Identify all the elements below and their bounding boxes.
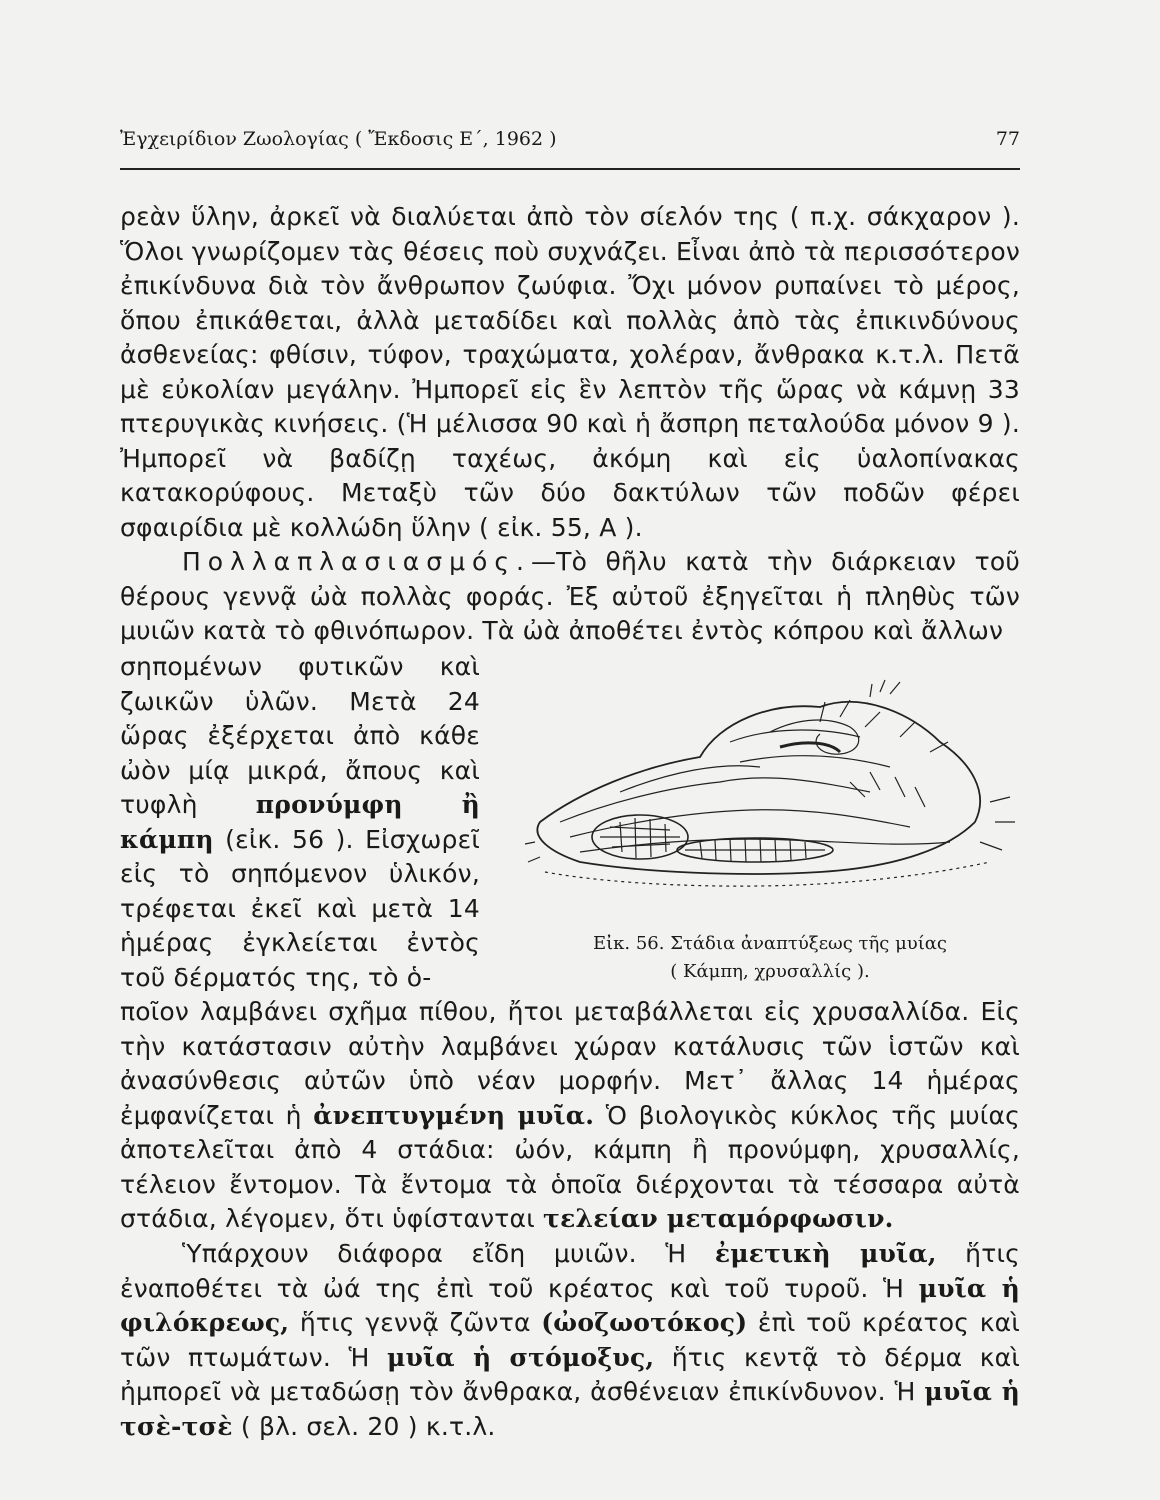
page-number: 77	[995, 128, 1020, 150]
paragraph-text: ρεὰν ὕλην, ἀρκεῖ νὰ διαλύεται ἀπὸ τὸν σίελόν της ( π.χ. σάκχαρον ). Ὅλοι γνωρίζομεν τὰς θέσεις ποὺ συχνάζει. Εἶναι ἀπὸ τὰ περισσότερον ἐπικίνδυνα διὰ τὸν ἄνθρωπον ζωύφια. Ὄχι μόνον ρυπαίνει τὸ μέρος, ὅπου ἐπικάθεται, ἀλλὰ μεταδίδει καὶ πολλὰς ἀπὸ τὰς ἐπικινδύνους ἀσθενείας: φθίσιν, τύφον, τραχώματα, χολέραν, ἄνθρακα κ.τ.λ. Πετᾶ μὲ εὐκολίαν μεγάλην. Ἠμπορεῖ εἰς ἓν λεπτὸν τῆς ὥρας νὰ κάμνῃ 33 πτερυγικὰς κινήσεις. (Ἡ μέλισσα 90 καὶ ἡ ἄσπρη πεταλούδα μόνον 9 ). Ἠμπορεῖ νὰ βαδίζῃ ταχέως, ἀκόμη καὶ εἰς ὑαλοπίνακας κατακορύφους. Μεταξὺ τῶν δύο δακτύλων τῶν ποδῶν φέρει σφαιρίδια μὲ κολλώδη ὕλην ( εἰκ. 55, Α ).	[120, 202, 1020, 542]
caption-line-2: ( Κάμπη, χρυσαλλίς ).	[670, 961, 870, 982]
term-complete-metamorphosis: τελείαν μεταμόρφωσιν.	[543, 1204, 894, 1233]
term-ovoviviparous: (ὠοζωοτόκος)	[541, 1308, 748, 1337]
paragraph-text: ἥτις κεντᾷ τὸ δέρμα καὶ ἠμπορεῖ νὰ μεταδώσῃ τὸν ἄνθρακα, ἀσθένειαν ἐπικίνδυνον. Ἡ	[120, 1342, 1020, 1406]
larva-pupa-illustration	[520, 672, 1020, 912]
paragraph-text: ἐπὶ τοῦ κρέατος καὶ τῶν πτωμάτων. Ἡ	[120, 1308, 1021, 1372]
paragraph-text: ( βλ. σελ. 20 ) κ.τ.λ.	[240, 1411, 496, 1441]
paragraph-text: σηπομένων φυτικῶν καὶ ζωικῶν ὑλῶν. Μετὰ 24 ὥρας ἐξέρχεται ἀπὸ κάθε ὠὸν μίᾳ μικρά, ἄπους καὶ τυφλὴ	[120, 652, 480, 819]
term-tsetse: μυῖα ἡ τσὲ-τσὲ	[120, 1377, 1020, 1441]
paragraph-text: (εἰκ. 56 ). Εἰσχωρεῖ εἰς τὸ σηπόμενον ὑλικόν, τρέφεται ἐκεῖ καὶ μετὰ 14 ἡμέρας ἐγκλείεται ἐντὸς τοῦ δέρματός της, τὸ ὁ-	[120, 824, 480, 992]
section-heading-reproduction: Πολλαπλασιασμός.	[182, 547, 531, 576]
paragraph-text: ἥτις ἐναποθέτει τὰ ὠά της ἐπὶ τοῦ κρέατος καὶ τοῦ τυροῦ. Ἡ	[120, 1239, 1020, 1303]
paragraph-text: Ὑπάρχουν διάφορα εἴδη μυιῶν. Ἡ	[182, 1239, 687, 1268]
paragraph-text: ποῖον λαμβάνει σχῆμα πίθου, ἤτοι μεταβάλλεται εἰς χρυσαλλίδα. Εἰς τὴν κατάστασιν αὐτὴν λαμβάνει χώραν κατάλυσις τῶν ἱστῶν καὶ ἀνασύνθεσις αὐτῶν ὑπὸ νέαν μορφήν. Μετ᾽ ἄλλας 14 ἡμέρας ἐμφανίζεται ἡ	[120, 997, 1020, 1130]
paragraph-fly-species	[120, 1237, 1020, 1444]
term-stomoxys: μυῖα ἡ στόμοξυς,	[387, 1342, 655, 1372]
term-adult-fly: ἀνεπτυγμένη μυῖα.	[313, 1100, 595, 1130]
paragraph-text: ἥτις γεννᾷ ζῶντα	[299, 1308, 531, 1337]
paragraph-reproduction	[120, 545, 1020, 649]
paragraph-text: Ὁ βιολογικὸς κύκλος τῆς μυίας ἀποτελεῖται ἀπὸ 4 στάδια: ὠόν, κάμπη ἢ προνύμφη, χρυσαλλίς, τέλειον ἔντομον. Τὰ ἔντομα τὰ ὁποῖα διέρχονται τὰ τέσσαρα αὐτὰ στάδια, λέγομεν, ὅτι ὑφίστανται	[120, 1100, 1020, 1233]
paragraph-pupa-metamorphosis	[120, 995, 1020, 1237]
header-title: Ἐγχειρίδιον Ζωολογίας ( Ἔκδοσις Ε΄, 1962 )	[120, 128, 557, 150]
term-flesh-fly: μυῖα ἡ φιλόκρεως,	[120, 1273, 1020, 1337]
paragraph-text: —Τὸ θῆλυ κατὰ τὴν διάρκειαν τοῦ θέρους γεννᾷ ὠὰ πολλὰς φοράς. Ἐξ αὐτοῦ ἐξηγεῖται ἡ πληθὺς τῶν μυιῶν κατὰ τὸ φθινόπωρον. Τὰ ὠὰ ἀποθέτει ἐντὸς κόπρου καὶ ἄλλων	[120, 547, 1020, 645]
term-larva: προνύμφη ἢ κάμπη	[120, 790, 480, 854]
paragraph-housefly-habits	[120, 200, 1020, 545]
figure-caption	[520, 930, 1020, 986]
term-emetic-fly: ἐμετικὴ μυῖα,	[714, 1239, 937, 1268]
running-header	[120, 128, 1020, 150]
caption-line-1: Εἰκ. 56. Στάδια ἀναπτύξεως τῆς μυίας	[592, 933, 948, 954]
text-column-larva	[120, 650, 480, 995]
header-rule	[120, 168, 1020, 170]
